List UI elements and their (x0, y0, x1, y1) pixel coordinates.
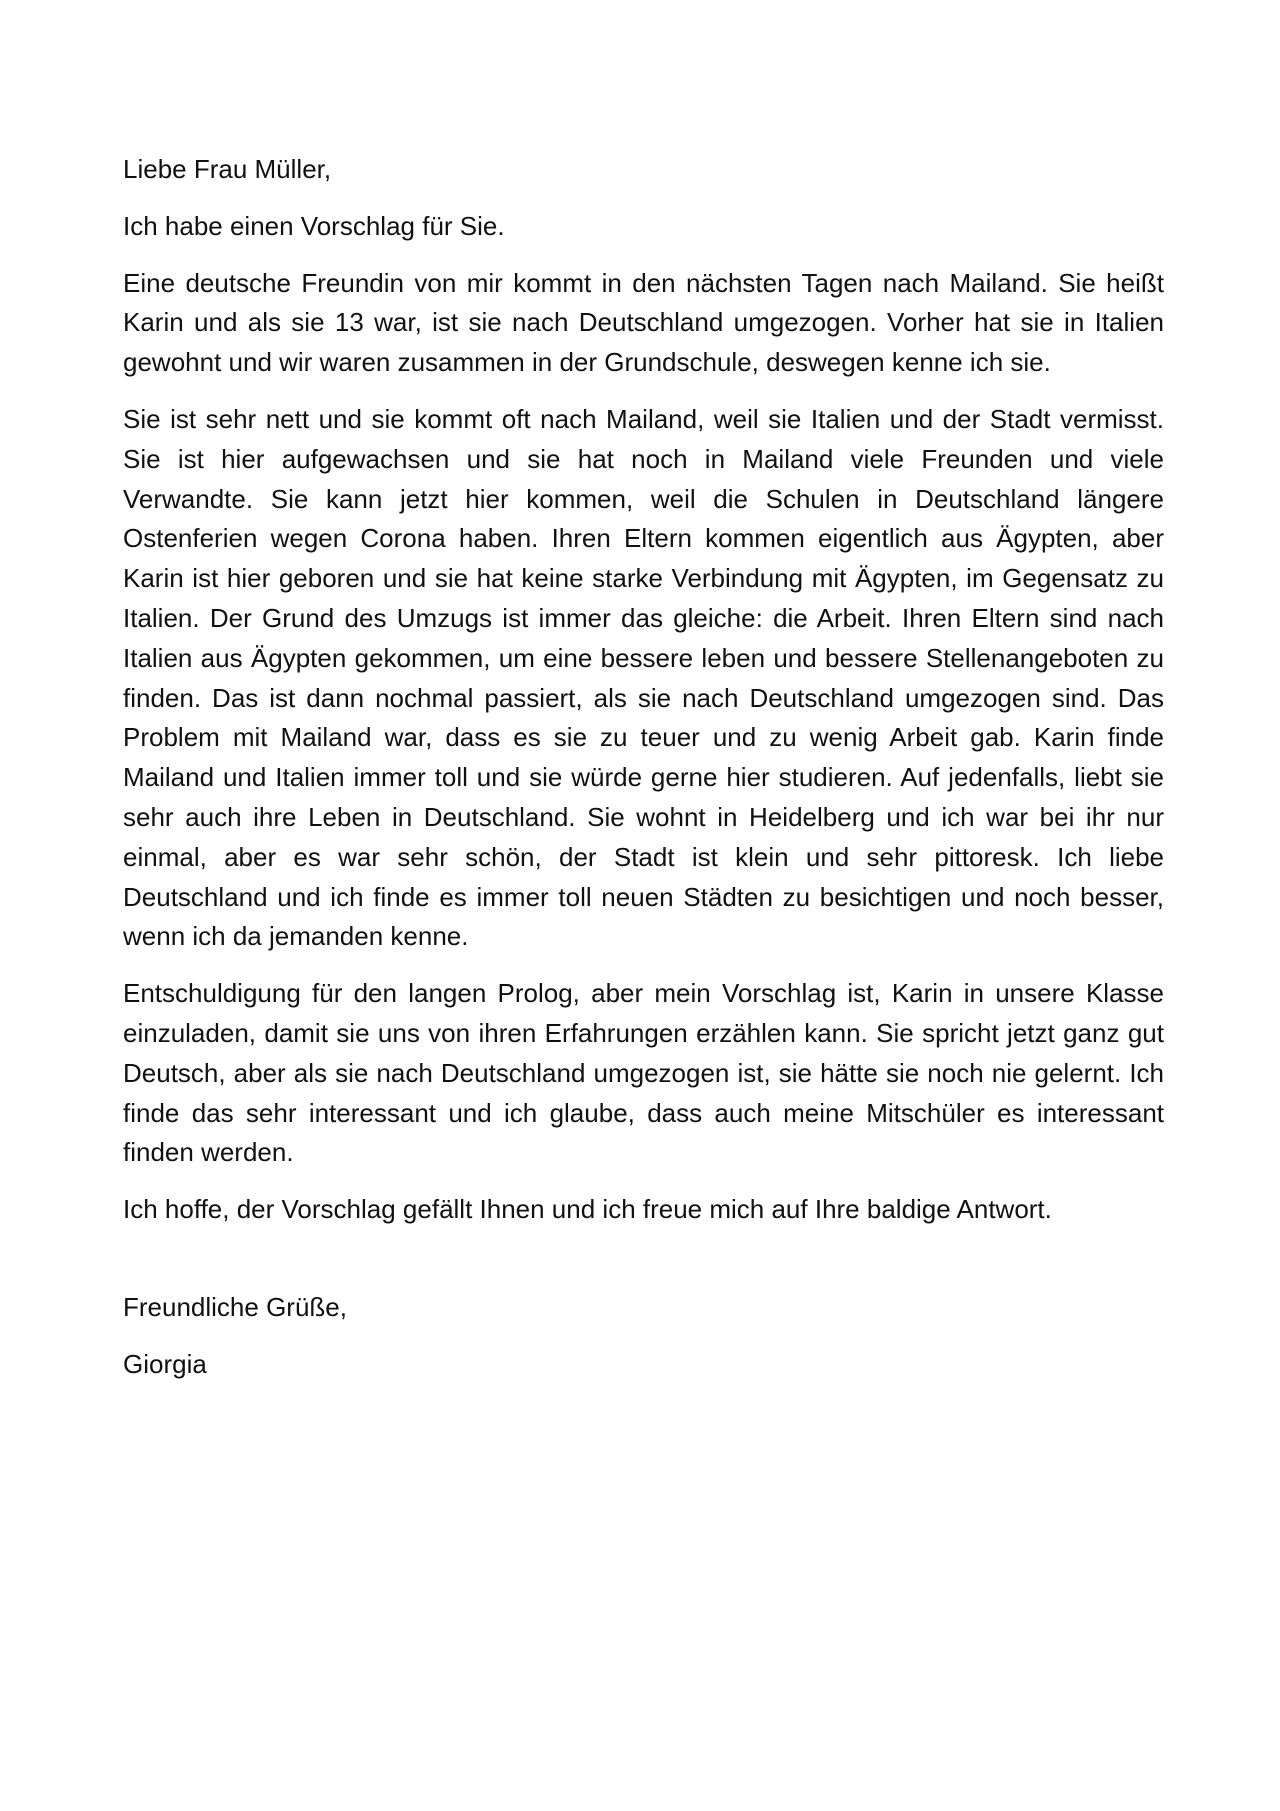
paragraph-2: Sie ist sehr nett und sie kommt oft nach Mailand, weil sie Italien und der Stadt vermisst. Sie ist hier aufgewachsen und sie hat noch in Mailand viele Freunden und viele Verwandte. Sie kann jetzt hier kommen, weil die Schulen in Deutschland längere Ostenferien wegen Corona haben. Ihren Eltern kommen eigentlich aus Ägypten, aber Karin ist hier geboren und sie hat keine starke Verbindung mit Ägypten, im Gegensatz zu Italien. Der Grund des Umzugs ist immer das gleiche: die Arbeit. Ihren Eltern sind nach Italien aus Ägypten gekommen, um eine bessere leben und bessere Stellenangeboten zu finden. Das ist dann nochmal passiert, als sie nach Deutschland umgezogen sind. Das Problem mit Mailand war, dass es sie zu teuer und zu wenig Arbeit gab. Karin finde Mailand und Italien immer toll und sie würde gerne hier studieren. Auf jedenfalls, liebt sie sehr auch ihre Leben in Deutschland. Sie wohnt in Heidelberg und ich war bei ihr nur einmal, aber es war sehr schön, der Stadt ist klein und sehr pittoresk. Ich liebe Deutschland und ich finde es immer toll neuen Städten zu besichtigen und noch besser, wenn ich da jemanden kenne. (123, 403, 1164, 952)
closing: Freundliche Grüße, (123, 1291, 347, 1322)
signature: Giorgia (123, 1348, 207, 1379)
closing-request: Ich hoffe, der Vorschlag gefällt Ihnen und ich freue mich auf Ihre baldige Antwort. (123, 1194, 1052, 1225)
intro-sentence: Ich habe einen Vorschlag für Sie. (123, 210, 505, 241)
letter-body (123, 150, 1164, 1402)
salutation: Liebe Frau Müller, (123, 154, 332, 184)
closing-spacer (123, 1247, 1164, 1288)
paragraph-3: Entschuldigung für den langen Prolog, aber mein Vorschlag ist, Karin in unsere Klasse einzuladen, damit sie uns von ihren Erfahrungen erzählen kann. Sie spricht jetzt ganz gut Deutsch, aber als sie nach Deutschland umgezogen ist, sie hätte sie noch nie gelernt. Ich finde das sehr interessant und ich glaube, dass auch meine Mitschüler es interessant finden werden. (123, 978, 1164, 1168)
paragraph-1: Eine deutsche Freundin von mir kommt in den nächsten Tagen nach Mailand. Sie heißt Karin und als sie 13 war, ist sie nach Deutschland umgezogen. Vorher hat sie in Italien gewohnt und wir waren zusammen in der Grundschule, deswegen kenne ich sie. (123, 267, 1164, 378)
